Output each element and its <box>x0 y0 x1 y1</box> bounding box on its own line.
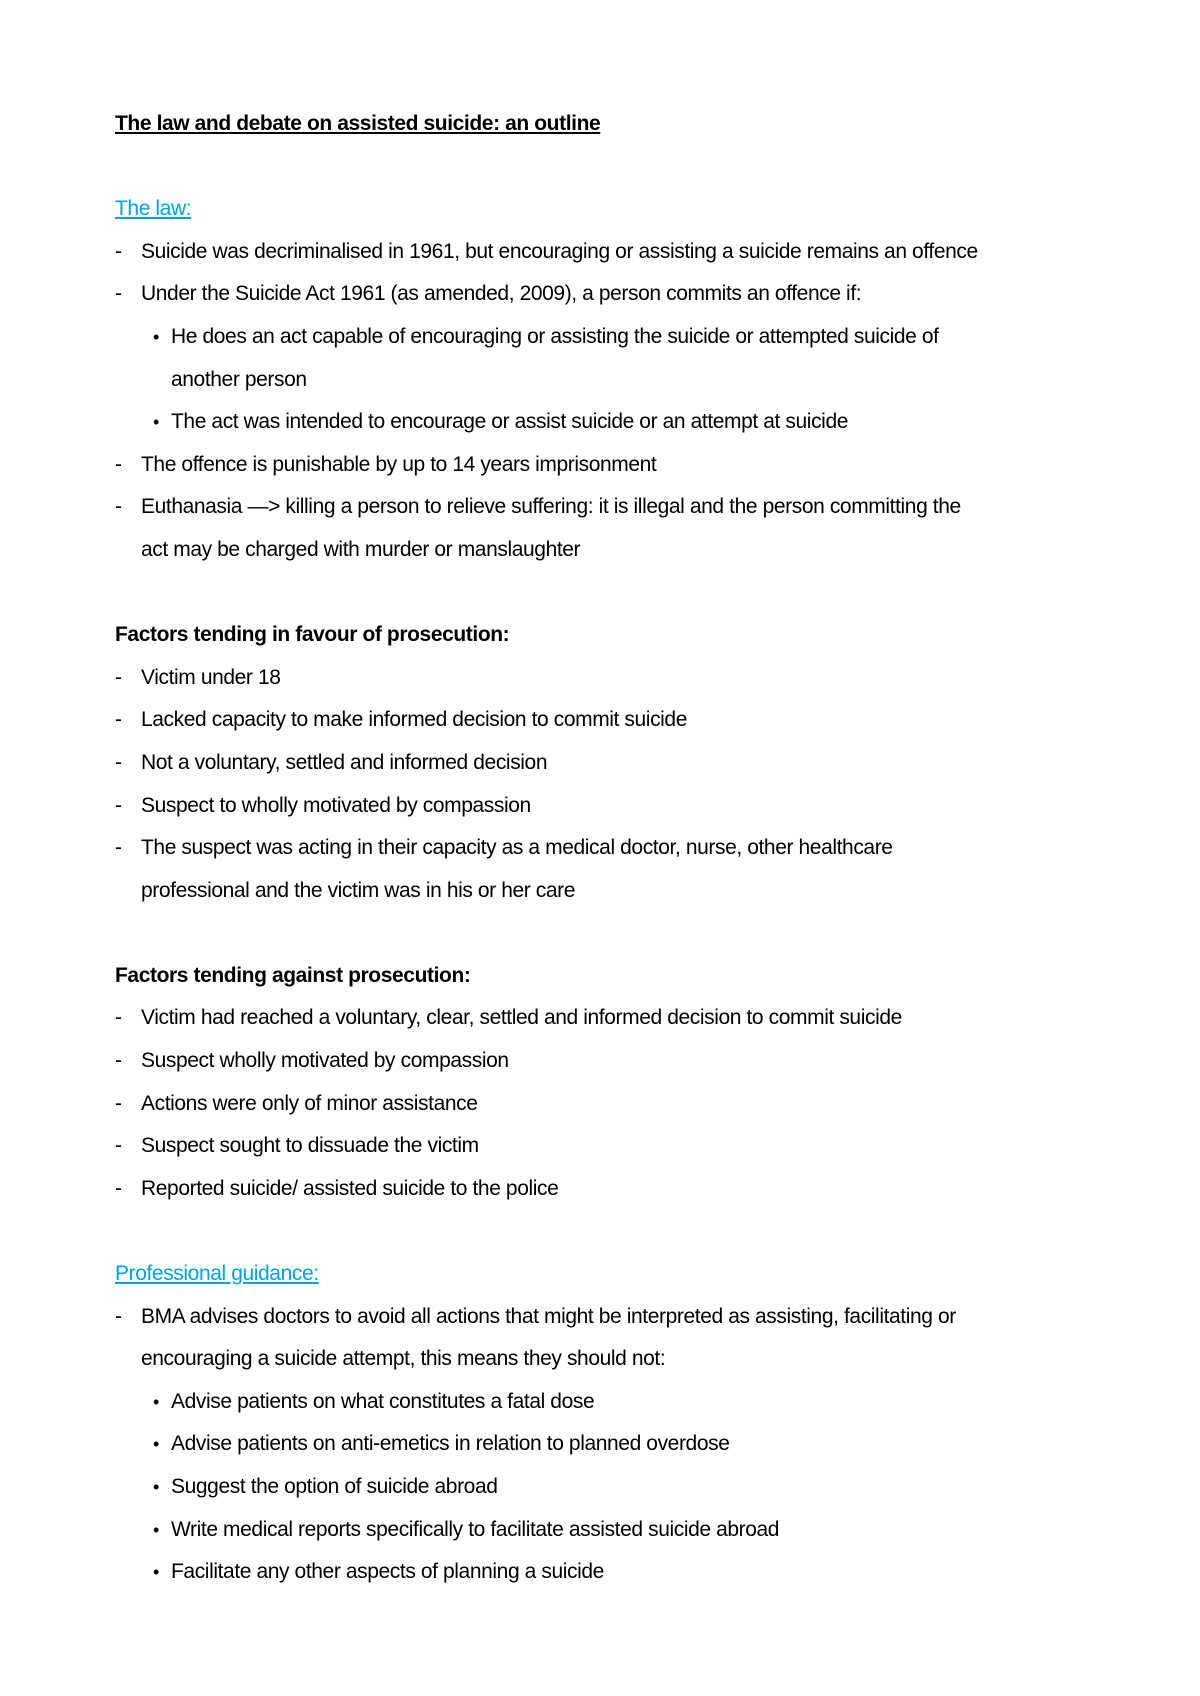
list-item-text: Suspect wholly motivated by compassion <box>141 1049 509 1073</box>
dash-marker: - <box>115 1304 122 1328</box>
list-item-text: The suspect was acting in their capacity as a medical doctor, nurse, other healthcare <box>141 836 893 860</box>
sub-list-item-text: Advise patients on what constitutes a fatal dose <box>171 1389 595 1413</box>
list-item-continuation <box>115 870 1115 913</box>
bullet-marker: • <box>153 1562 159 1583</box>
list-item <box>115 699 1115 742</box>
list-item-continuation <box>115 1338 1115 1381</box>
section-heading-guidance: Professional guidance: <box>115 1262 319 1286</box>
list-item-text: Not a voluntary, settled and informed decision <box>141 750 548 774</box>
spacer <box>115 1210 1115 1253</box>
dash-marker: - <box>115 1006 122 1030</box>
list-item-text: act may be charged with murder or manslaughter <box>141 537 581 561</box>
sub-list-item <box>115 1423 1115 1466</box>
sub-list-item-text: Suggest the option of suicide abroad <box>171 1475 498 1498</box>
dash-marker: - <box>115 239 122 263</box>
list-item <box>115 1083 1115 1126</box>
list-item-text: Lacked capacity to make informed decision to commit suicide <box>141 708 687 732</box>
dash-marker: - <box>115 452 122 476</box>
list-item <box>115 1040 1115 1083</box>
dash-marker: - <box>115 1134 122 1158</box>
list-item <box>115 785 1115 828</box>
list-item-text: The offence is punishable by up to 14 years imprisonment <box>141 452 657 476</box>
dash-marker: - <box>115 495 122 519</box>
list-item <box>115 486 1115 529</box>
sub-list-item-text: another person <box>171 367 307 391</box>
list-item <box>115 444 1115 487</box>
list-item-text: Victim had reached a voluntary, clear, settled and informed decision to commit suicide <box>141 1006 902 1030</box>
document-page <box>115 103 1115 1594</box>
dash-marker: - <box>115 750 122 774</box>
bullet-marker: • <box>153 1434 159 1455</box>
list-item <box>115 742 1115 785</box>
spacer <box>115 146 1115 189</box>
spacer <box>115 912 1115 955</box>
list-item <box>115 997 1115 1040</box>
dash-marker: - <box>115 665 122 689</box>
list-item <box>115 1125 1115 1168</box>
dash-marker: - <box>115 793 122 817</box>
dash-marker: - <box>115 708 122 732</box>
sub-list-item-text: Facilitate any other aspects of planning a suicide <box>171 1560 604 1584</box>
section-heading-against: Factors tending against prosecution: <box>115 963 471 987</box>
bullet-marker: • <box>153 1519 159 1540</box>
list-item-text: Victim under 18 <box>141 665 281 689</box>
list-item-text: BMA advises doctors to avoid all actions that might be interpreted as assisting, facilitating or <box>141 1304 956 1328</box>
list-item-text: Suspect sought to dissuade the victim <box>141 1134 479 1158</box>
dash-marker: - <box>115 836 122 860</box>
list-item <box>115 231 1115 274</box>
section-heading-law: The law: <box>115 197 192 221</box>
list-item-text: Actions were only of minor assistance <box>141 1091 478 1115</box>
sub-list-item <box>115 1551 1115 1594</box>
list-item <box>115 827 1115 870</box>
sub-list-item-text: Write medical reports specifically to facilitate assisted suicide abroad <box>171 1517 780 1541</box>
spacer <box>115 572 1115 615</box>
sub-list-item-text: The act was intended to encourage or assist suicide or an attempt at suicide <box>171 410 848 434</box>
list-item-text: Euthanasia —> killing a person to relieve suffering: it is illegal and the person committing the <box>141 495 961 519</box>
sub-list-item <box>115 1509 1115 1552</box>
sub-list-item-text: He does an act capable of encouraging or assisting the suicide or attempted suicide of <box>171 324 939 348</box>
sub-list-item <box>115 1381 1115 1424</box>
document-title: The law and debate on assisted suicide: an outline <box>115 112 601 135</box>
bullet-marker: • <box>153 412 159 433</box>
sub-list-item <box>115 1466 1115 1509</box>
list-item-text: professional and the victim was in his or her care <box>141 878 576 902</box>
list-item-text: Reported suicide/ assisted suicide to the police <box>141 1176 559 1200</box>
list-item <box>115 1168 1115 1211</box>
list-item-continuation <box>115 529 1115 572</box>
bullet-marker: • <box>153 1391 159 1412</box>
sub-list-item-continuation <box>115 359 1115 402</box>
list-item-text: encouraging a suicide attempt, this means they should not: <box>141 1347 666 1371</box>
sub-list-item-text: Advise patients on anti-emetics in relation to planned overdose <box>171 1432 730 1456</box>
list-item-text: Under the Suicide Act 1961 (as amended, 2009), a person commits an offence if: <box>141 282 862 306</box>
section-heading-favour: Factors tending in favour of prosecution: <box>115 623 510 647</box>
dash-marker: - <box>115 1049 122 1073</box>
list-item-text: Suicide was decriminalised in 1961, but encouraging or assisting a suicide remains an offence <box>141 239 978 263</box>
list-item <box>115 657 1115 700</box>
dash-marker: - <box>115 1176 122 1200</box>
list-item <box>115 1296 1115 1339</box>
bullet-marker: • <box>153 1477 159 1497</box>
dash-marker: - <box>115 282 122 306</box>
bullet-marker: • <box>153 326 159 347</box>
list-item-text: Suspect to wholly motivated by compassion <box>141 793 531 817</box>
dash-marker: - <box>115 1091 122 1115</box>
list-item <box>115 273 1115 316</box>
sub-list-item <box>115 316 1115 359</box>
sub-list-item <box>115 401 1115 444</box>
